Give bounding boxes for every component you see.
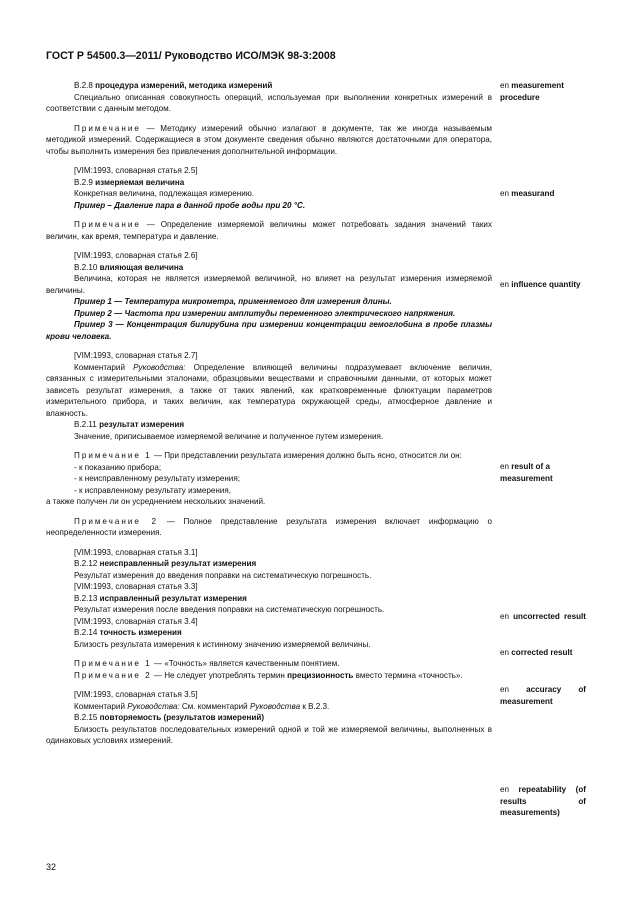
entry-reference: [VIM:1993, словарная статья 2.5] bbox=[74, 166, 198, 175]
entry-reference: [VIM:1993, словарная статья 2.6] bbox=[74, 251, 198, 260]
entry-term: исправленный результат измерения bbox=[99, 593, 247, 603]
entry-example: Пример 3 — Концентрация билирубина при измерении концентрации гемоглобина в пробе плазмы крови человека. bbox=[46, 320, 492, 341]
list-item: - к неисправленному результату измерения; bbox=[74, 474, 240, 483]
note-label: Примечание 2 bbox=[74, 516, 159, 526]
entry-number: В.2.9 bbox=[74, 177, 93, 187]
entry-reference: [VIM:1993, словарная статья 3.3] bbox=[74, 582, 198, 591]
entry-note: Примечание — Методику измерений обычно излагают в документе, так же иногда называемым методикой измерений. Содержащиеся в этом документе сведения обычно являются достаточными для оператора, чтобы выполнить измерения без привлечения дополнительной информации. bbox=[46, 123, 492, 156]
entry-title bbox=[46, 627, 492, 639]
entry-number: В.2.11 bbox=[74, 420, 97, 429]
entry-definition: Результат измерения после введения поправки на систематическую погрешность. bbox=[74, 605, 385, 614]
entry-number: В.2.12 bbox=[74, 559, 98, 568]
note-label: Примечание bbox=[74, 220, 141, 229]
entry-definition: Близость результатов последовательных измерений одной и той же измеряемой величины, выполненных в одинаковых условиях измерений. bbox=[46, 724, 492, 745]
entry-title bbox=[46, 262, 492, 274]
entry-title bbox=[46, 593, 492, 605]
entry-note: Примечание — Определение измеряемой величины может потребовать задания значений таких величин, как время, температура и давление. bbox=[46, 220, 492, 241]
entry-definition: Близость результата измерения к истинному значению измеряемой величины. bbox=[74, 639, 371, 649]
entry-term: процедура измерений, методика измерений bbox=[95, 81, 273, 90]
entry-term: измеряемая величина bbox=[95, 177, 185, 187]
list-item: - к показанию прибора; bbox=[74, 462, 162, 472]
entry-definition: Конкретная величина, подлежащая измерению. bbox=[74, 189, 255, 198]
note-label: Примечание 1 bbox=[74, 451, 152, 460]
page-number: 32 bbox=[46, 862, 57, 872]
entry-number: В.2.8 bbox=[74, 81, 93, 90]
entry-number: В.2.13 bbox=[74, 593, 98, 603]
english-term-b28: en measurement procedure bbox=[500, 81, 564, 102]
english-term-b213: en corrected result bbox=[500, 648, 573, 657]
main-text-column bbox=[46, 80, 492, 747]
list-item: - к исправленному результату измерения, bbox=[74, 485, 231, 495]
entry-title bbox=[46, 177, 492, 189]
entry-comment: Комментарий Руководства: См. комментарий Руководства к В.2.3. bbox=[74, 701, 330, 711]
entry-number: В.2.15 bbox=[74, 713, 98, 722]
note-label: Примечание 1 bbox=[74, 659, 152, 668]
entry-reference: [VIM:1993, словарная статья 2.7] bbox=[74, 351, 198, 360]
entry-example: Пример 1 — Температура микрометра, применяемого для измерения длины. bbox=[74, 297, 392, 306]
entry-note: Примечание 1 — «Точность» является качественным понятием. bbox=[74, 659, 340, 668]
entry-definition: Значение, приписываемое измеряемой величине и полученное путем измерения. bbox=[74, 431, 384, 441]
english-term-b29: en measurand bbox=[500, 189, 555, 198]
entry-example: Пример – Давление пара в данной пробе воды при 20 °C. bbox=[74, 200, 306, 210]
entry-note: Примечание 2 — Полное представление результата измерения включает информацию о неопределенности измерения. bbox=[46, 516, 492, 537]
entry-number: В.2.10 bbox=[74, 262, 98, 272]
entry-reference: [VIM:1993, словарная статья 3.4] bbox=[74, 616, 198, 626]
entry-term: неисправленный результат измерения bbox=[99, 559, 257, 568]
entry-title bbox=[46, 80, 492, 92]
entry-reference: [VIM:1993, словарная статья 3.5] bbox=[74, 690, 198, 699]
note-label: Примечание 2 bbox=[74, 670, 152, 680]
english-term-b214: en accuracy of measurement bbox=[500, 685, 586, 706]
entry-note: Примечание 2 — Не следует употреблять термин прецизионность вместо термина «точность». bbox=[74, 670, 463, 680]
entry-title bbox=[46, 712, 492, 724]
entry-term: повторяемость (результатов измерений) bbox=[99, 713, 265, 722]
entry-note-tail: а также получен ли он усреднением нескольких значений. bbox=[46, 497, 266, 506]
entry-definition: Величина, которая не является измеряемой величиной, но влияет на результат измерения измеряемой величины. bbox=[46, 274, 492, 295]
entry-title bbox=[46, 558, 492, 570]
entry-reference: [VIM:1993, словарная статья 3.1] bbox=[74, 547, 198, 557]
entry-definition: Результат измерения до введения поправки на систематическую погрешность. bbox=[74, 570, 372, 580]
english-term-b211: en result of a measurement bbox=[500, 462, 553, 483]
entry-number: В.2.14 bbox=[74, 628, 98, 637]
entry-term: влияющая величина bbox=[99, 262, 184, 272]
entry-comment: Комментарий Руководства: Определение влияющей величины подразумевает включение величин, связанных с измерительными эталонами, образцовыми веществами и справочными данными, от которых может зависеть результат измерения, а также от таких явлений, как кратковременные флюктуации параметров измерительного прибора, и таких величин, как температура окружающей среды, атмосферное давление и влажность. bbox=[46, 362, 492, 418]
english-term-b210: en influence quantity bbox=[500, 280, 581, 289]
note-label: Примечание bbox=[74, 123, 141, 133]
document-header: ГОСТ Р 54500.3—2011/ Руководство ИСО/МЭК 98-3:2008 bbox=[46, 50, 336, 62]
entry-example: Пример 2 — Частота при измерении амплитуды переменного электрического напряжения. bbox=[74, 308, 456, 318]
entry-title bbox=[46, 419, 492, 431]
english-term-b215: en repeatability (of results of measurements) bbox=[500, 785, 586, 817]
entry-note: Примечание 1 — При представлении результата измерения должно быть ясно, относится ли он: bbox=[74, 451, 462, 460]
entry-term: результат измерения bbox=[99, 420, 185, 429]
entry-term: точность измерения bbox=[99, 628, 182, 637]
english-term-b212: en uncorrected result bbox=[500, 612, 586, 621]
entry-definition: Специально описанная совокупность операций, используемая при выполнении конкретных измерений в соответствии с данным методом. bbox=[46, 92, 492, 113]
